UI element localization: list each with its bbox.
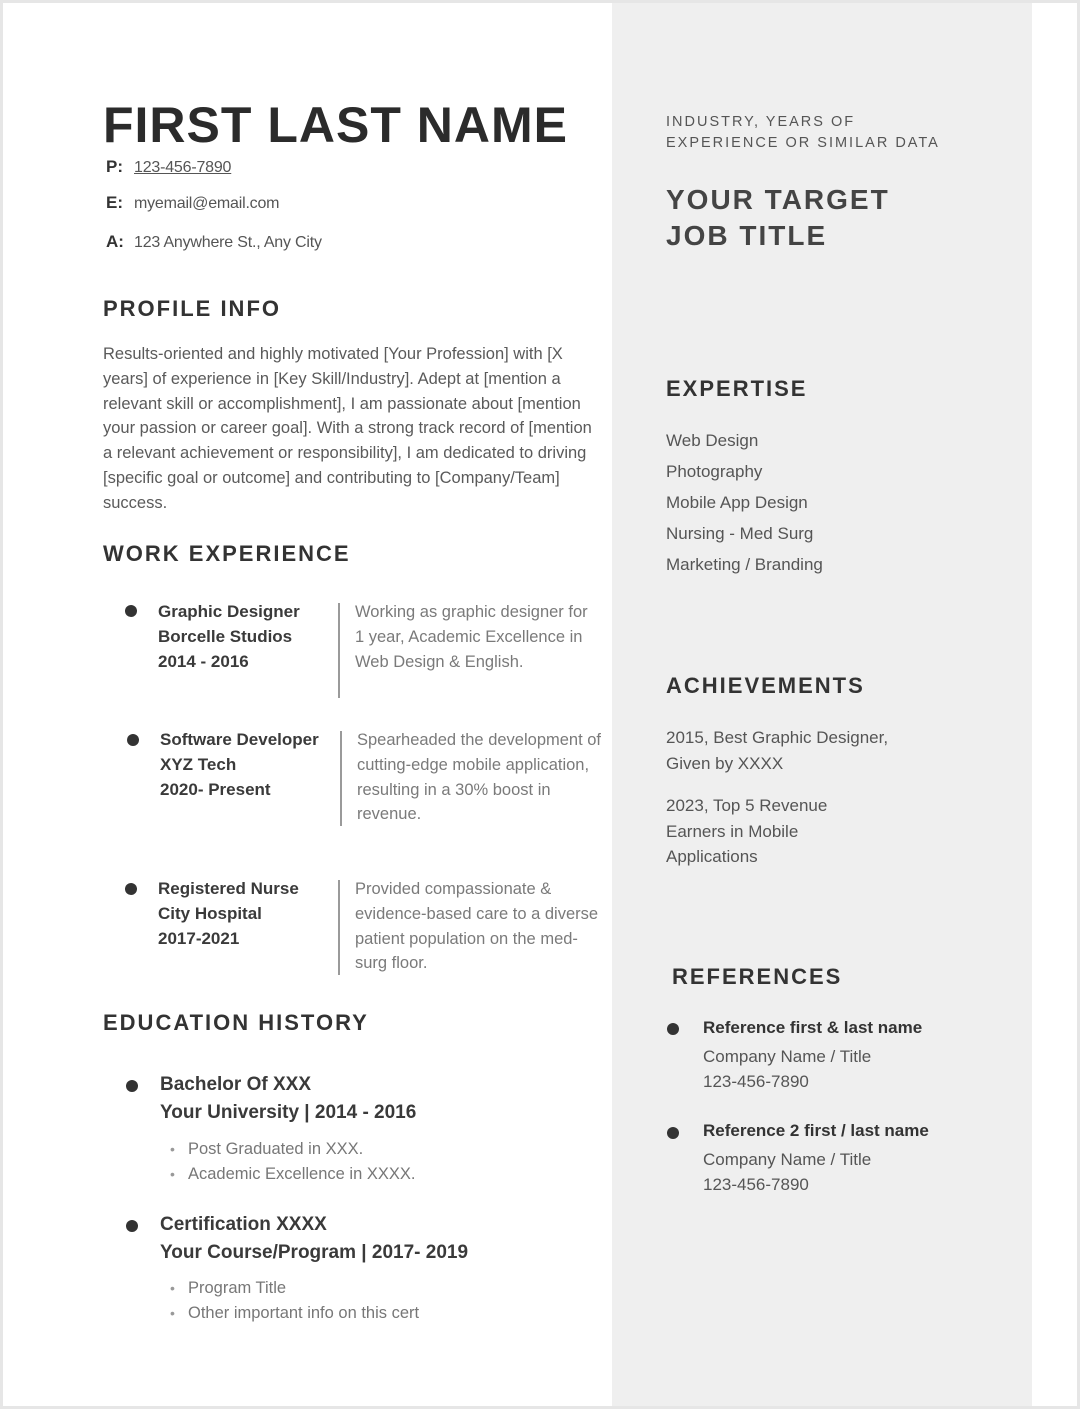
job-company: XYZ Tech bbox=[160, 754, 237, 774]
job-divider bbox=[338, 603, 340, 698]
target-job-title bbox=[666, 182, 890, 254]
job-description: Spearheaded the development of cutting-edge mobile application, resulting in a 30% boost in revenue. bbox=[357, 731, 602, 824]
achievements-heading: ACHIEVEMENTS bbox=[666, 673, 865, 698]
contact-phone-label: P: bbox=[106, 157, 123, 176]
job-bullet bbox=[125, 883, 137, 895]
reference-company: Company Name / Title bbox=[703, 1150, 872, 1169]
contact-address-value: 123 Anywhere St., Any City bbox=[134, 234, 322, 251]
reference-card bbox=[703, 1018, 922, 1094]
candidate-name: FIRST LAST NAME bbox=[103, 97, 568, 153]
contact-email-label: E: bbox=[106, 193, 123, 212]
page-edge bbox=[1032, 3, 1077, 1406]
reference-bullet bbox=[667, 1127, 679, 1139]
profile-heading: PROFILE INFO bbox=[103, 296, 281, 321]
achievement-item: 2015, Best Graphic Designer, Given by XXXX bbox=[666, 728, 889, 773]
expertise-list bbox=[666, 425, 823, 580]
reference-phone: 123-456-7890 bbox=[703, 1072, 809, 1091]
job-years: 2014 - 2016 bbox=[158, 651, 249, 671]
expertise-item: Photography bbox=[666, 462, 763, 481]
contact-address-label: A: bbox=[106, 232, 124, 251]
job-years: 2020- Present bbox=[160, 779, 271, 799]
target-line: JOB TITLE bbox=[666, 220, 828, 251]
industry-line: EXPERIENCE OR SIMILAR DATA bbox=[666, 135, 940, 151]
job-header bbox=[160, 728, 319, 802]
reference-bullet bbox=[667, 1023, 679, 1035]
education-school: Your Course/Program | 2017- 2019 bbox=[160, 1242, 469, 1263]
job-role: Registered Nurse bbox=[158, 879, 299, 898]
contact-phone-value[interactable]: 123-456-7890 bbox=[134, 159, 232, 176]
work-heading: WORK EXPERIENCE bbox=[103, 541, 351, 566]
reference-name: Reference 2 first / last name bbox=[703, 1121, 929, 1140]
education-school: Your University | 2014 - 2016 bbox=[160, 1102, 417, 1123]
job-header bbox=[158, 877, 299, 951]
education-note: • Program Title bbox=[170, 1276, 419, 1301]
job-role: Graphic Designer bbox=[158, 602, 300, 621]
job-bullet bbox=[125, 605, 137, 617]
references-heading: REFERENCES bbox=[672, 964, 843, 989]
education-notes bbox=[170, 1276, 419, 1326]
education-note: • Academic Excellence in XXXX. bbox=[170, 1162, 415, 1187]
job-years: 2017-2021 bbox=[158, 928, 240, 948]
contact-address bbox=[106, 232, 322, 252]
expertise-item: Mobile App Design bbox=[666, 493, 808, 512]
profile-text: Results-oriented and highly motivated [Your Profession] with [X years] of experience in [Key Skill/Industry]. Adept at [mention a relevant skill or accomplishment], I am passionate about [mention your passion or career goal]. With a strong track record of [mention a relevant achievement or responsibility], I am dedicated to driving [specific goal or outcome] and contributing to [Company/Team] success. bbox=[103, 345, 592, 512]
education-degree: Certification XXXX bbox=[160, 1214, 327, 1235]
education-header bbox=[160, 1071, 416, 1127]
education-degree: Bachelor Of XXX bbox=[160, 1074, 311, 1095]
education-bullet bbox=[126, 1080, 138, 1092]
education-note: • Post Graduated in XXX. bbox=[170, 1137, 415, 1162]
contact-email bbox=[106, 193, 279, 213]
job-company: City Hospital bbox=[158, 903, 262, 923]
education-header bbox=[160, 1211, 468, 1267]
job-divider bbox=[338, 880, 340, 975]
education-heading: EDUCATION HISTORY bbox=[103, 1010, 369, 1035]
expertise-item: Marketing / Branding bbox=[666, 555, 823, 574]
education-bullet bbox=[126, 1220, 138, 1232]
job-bullet bbox=[127, 734, 139, 746]
industry-line: INDUSTRY, YEARS OF bbox=[666, 114, 856, 130]
reference-name: Reference first & last name bbox=[703, 1018, 923, 1037]
job-company: Borcelle Studios bbox=[158, 626, 293, 646]
job-role: Software Developer bbox=[160, 730, 319, 749]
reference-card bbox=[703, 1121, 929, 1197]
contact-email-value: myemail@email.com bbox=[134, 195, 280, 212]
expertise-heading: EXPERTISE bbox=[666, 376, 808, 401]
job-description: Provided compassionate & evidence-based care to a diverse patient population on the med-surg floor. bbox=[355, 880, 599, 973]
reference-company: Company Name / Title bbox=[703, 1047, 872, 1066]
expertise-item: Web Design bbox=[666, 431, 759, 450]
job-divider bbox=[340, 731, 342, 826]
job-description: Working as graphic designer for 1 year, Academic Excellence in Web Design & English. bbox=[355, 603, 588, 671]
contact-phone bbox=[106, 157, 231, 177]
education-note: • Other important info on this cert bbox=[170, 1301, 419, 1326]
achievement-item: 2023, Top 5 Revenue Earners in Mobile Applications bbox=[666, 796, 828, 866]
job-header bbox=[158, 600, 300, 674]
education-notes bbox=[170, 1137, 415, 1187]
industry-summary bbox=[666, 112, 940, 154]
expertise-item: Nursing - Med Surg bbox=[666, 524, 814, 543]
target-line: YOUR TARGET bbox=[666, 184, 890, 215]
reference-phone: 123-456-7890 bbox=[703, 1175, 809, 1194]
